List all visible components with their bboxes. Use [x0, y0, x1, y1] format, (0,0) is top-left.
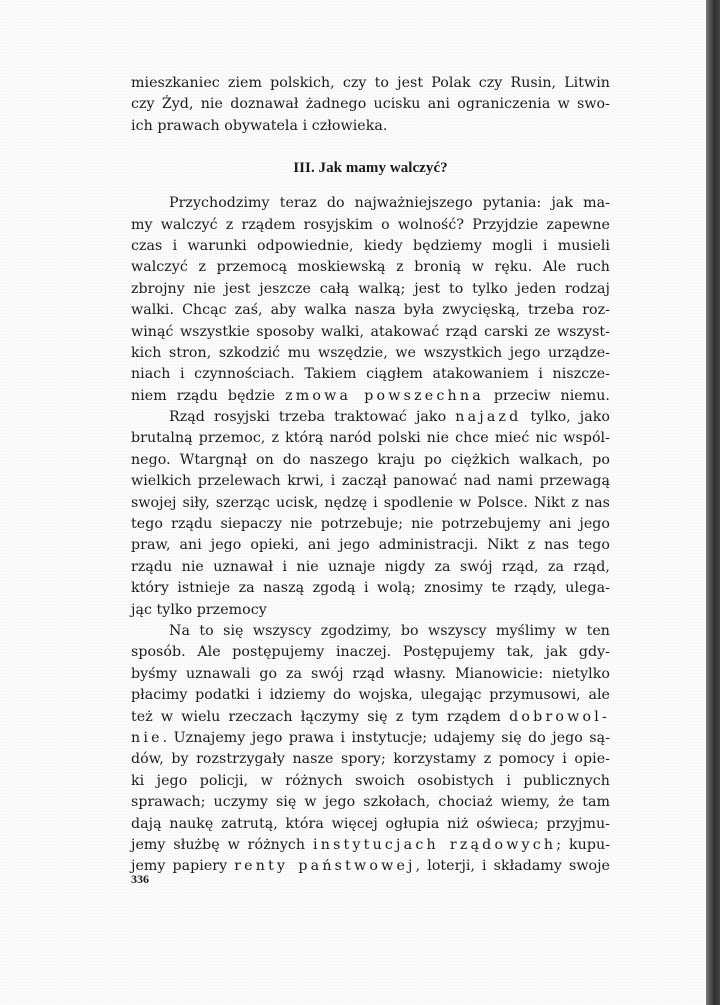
text-line: rządu nie uznawał i nie uznaje nigdy za swój rząd, za rząd, — [131, 558, 610, 575]
text-line: jąc tylko przemocy — [131, 601, 267, 618]
text-line: praw, ani jego opieki, ani jego administracji. Nikt z nas tego — [131, 537, 610, 554]
text-line: dają naukę zatrutą, która więcej ogłupia niż oświeca; przyjmu- — [131, 815, 610, 832]
spaced-emphasis: instytucjach rządowych — [313, 836, 557, 853]
text-line: dów, by rozstrzygały nasze spory; korzystamy z pomocy i opie- — [131, 751, 610, 768]
text-line — [131, 835, 610, 856]
spaced-emphasis: nie — [131, 729, 163, 746]
text-segment: jemy papiery — [131, 858, 235, 875]
text-line: czas i warunki odpowiednie, kiedy będziemy mogli i musieli — [131, 237, 610, 254]
text-line — [131, 856, 610, 877]
text-line — [131, 407, 610, 428]
text-segment: . Uznajemy jego prawa i instytucje; udajemy się do jego są- — [162, 729, 610, 746]
spaced-emphasis: najazd — [455, 409, 522, 426]
text-line: Na to się wszyscy zgodzimy, bo wszyscy myślimy w ten — [169, 622, 610, 639]
text-segment: niem rządu będzie — [131, 387, 286, 404]
text-line: swojej siły, szerząc ucisk, nędzę i spodlenie w Polsce. Nikt z nas — [131, 494, 610, 511]
text-line: byśmy uznawali go za swój rząd własny. Mianowicie: nietylko — [131, 665, 610, 682]
text-segment: ; kupu- — [556, 836, 610, 853]
text-line — [131, 707, 610, 728]
text-line: brutalną przemoc, z którą naród polski nie chce mieć nic wspól- — [131, 430, 610, 447]
book-spine-edge — [706, 0, 720, 1005]
text-line: walki. Chcąc zaś, aby walka nasza była zwycięską, trzeba roz- — [131, 302, 610, 319]
spaced-emphasis: dobrowol- — [509, 708, 610, 725]
text-line: który istnieje za naszą zgodą i wolą; znosimy te rządy, ulega- — [131, 580, 610, 597]
text-line — [131, 728, 610, 749]
section-heading: III. Jak mamy walczyć? — [293, 160, 448, 177]
spaced-emphasis: zmowa powszechna — [285, 387, 484, 404]
text-line: wielkich przelewach krwi, i zaczął panować nad nami przewagą — [131, 473, 610, 490]
text-segment: tylko, jako — [521, 409, 610, 426]
spaced-emphasis: renty państwowej — [234, 858, 416, 875]
page-number: 336 — [131, 872, 149, 886]
text-segment: Rząd rosyjski trzeba traktować jako — [169, 409, 456, 426]
text-line: winąć wszystkie sposoby walki, atakować rząd carski ze wszyst- — [131, 323, 610, 340]
text-segment: przeciw niemu. — [483, 387, 610, 404]
text-segment: też w wielu rzeczach łączymy się z tym rządem — [131, 708, 510, 725]
text-line: mieszkaniec ziem polskich, czy to jest Polak czy Rusin, Litwin — [131, 75, 610, 91]
text-line: my walczyć z rządem rosyjskim o wolność? Przyjdzie zapewne — [131, 216, 610, 233]
body-text — [131, 73, 610, 878]
text-line: zbrojny nie jest jeszcze całą walką; jest to tylko jeden rodzaj — [131, 280, 610, 297]
text-line: sposób. Ale postępujemy inaczej. Postępujemy tak, jak gdy- — [131, 644, 610, 661]
text-line: tego rządu siepaczy nie potrzebuje; nie potrzebujemy ani jego — [131, 516, 610, 533]
text-line: kich stron, szkodzić mu wszędzie, we wszystkich jego urządze- — [131, 344, 610, 361]
text-line: czy Żyd, nie doznawał żadnego ucisku ani ograniczenia w swo- — [131, 96, 610, 113]
text-line: niach i czynnościach. Takiem ciągłem atakowaniem i niszcze- — [131, 366, 610, 383]
text-line: walczyć z przemocą moskiewską z bronią w ręku. Ale ruch — [131, 259, 610, 276]
text-line: płacimy podatki i idziemy do wojska, ulegając przymusowi, ale — [131, 687, 610, 704]
text-segment: jemy służbę w różnych — [131, 836, 313, 853]
text-line: Przychodzimy teraz do najważniejszego pytania: jak ma- — [169, 195, 610, 212]
text-segment: , loterji, i składamy swoje — [415, 858, 610, 875]
text-line: nego. Wtargnął on do naszego kraju po ciężkich walkach, po — [131, 451, 610, 468]
text-line: sprawach; uczymy się w jego szkołach, chociaż wiemy, że tam — [131, 794, 610, 811]
text-line — [131, 386, 610, 407]
text-line: ki jego policji, w różnych swoich osobistych i publicznych — [131, 772, 610, 789]
text-line: ich prawach obywatela i człowieka. — [131, 117, 388, 134]
